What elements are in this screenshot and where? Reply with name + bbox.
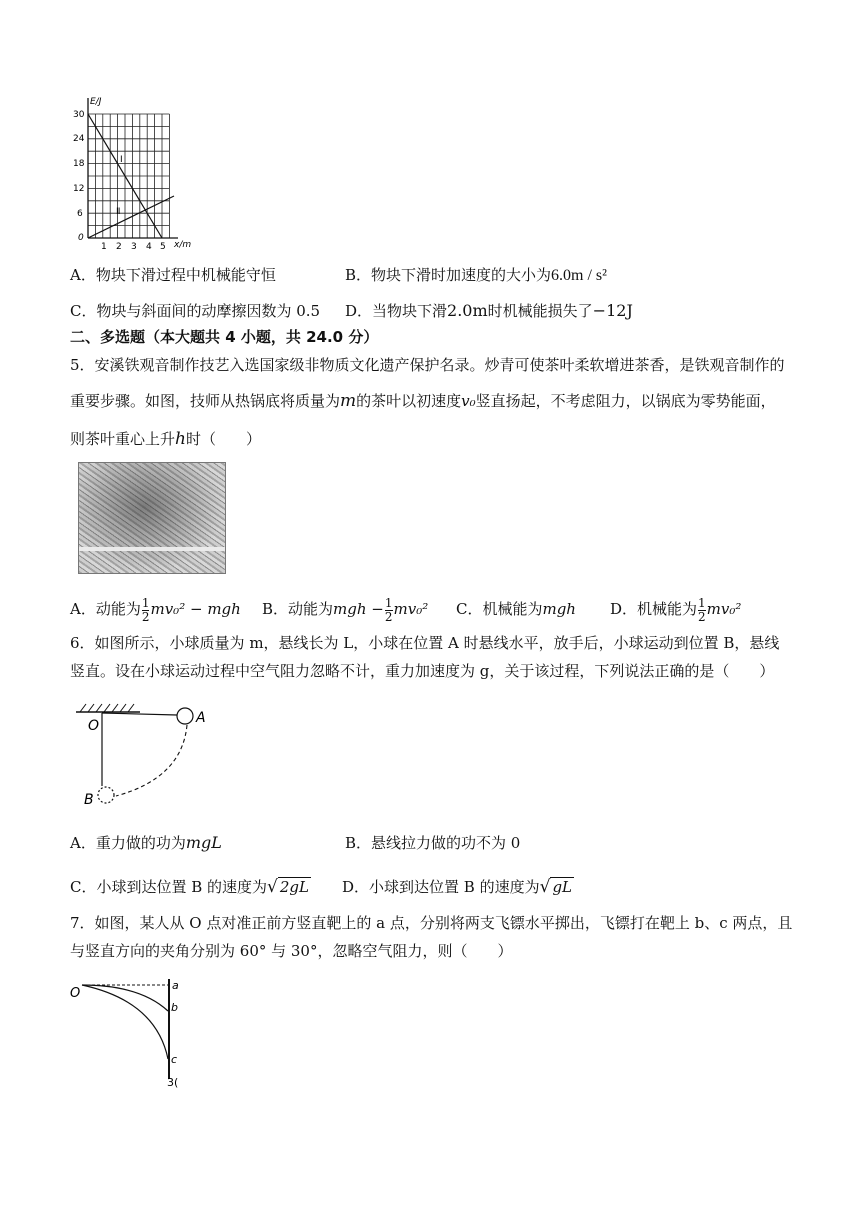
q5-stem-line2 (70, 390, 776, 412)
y-tick: 12 (73, 184, 85, 194)
x-axis-label: x/m (174, 240, 192, 250)
q6-option-a[interactable] (70, 832, 222, 854)
q5-velocity-symbol: v₀ (461, 392, 476, 410)
q6-option-d-radicand: gL (552, 878, 573, 896)
half-fraction: $\frac{1}{2}$ (141, 595, 150, 624)
label-o: O (70, 986, 81, 1001)
string-horizontal (102, 713, 177, 715)
q4-option-d[interactable] (345, 300, 633, 322)
q5-option-c[interactable] (456, 594, 576, 624)
swing-path (116, 725, 187, 796)
q5-option-b-expr2: mv₀² (393, 600, 429, 618)
q4-option-a[interactable]: A．物块下滑过程中机械能守恒 (70, 266, 276, 284)
label-c: c (171, 1053, 178, 1066)
q5-text: 的茶叶以初速度 (356, 392, 462, 410)
q6-option-c-radicand: 2gL (279, 878, 309, 896)
label-b: B (84, 792, 94, 808)
q5-text: 则茶叶重心上升 (70, 430, 176, 448)
label-b: b (171, 1001, 178, 1014)
label-a: A (196, 710, 206, 726)
label-o: O (88, 718, 100, 734)
q5-option-c-text: C．机械能为 (456, 600, 543, 618)
q6-stem-line1: 6．如图所示，小球质量为 m，悬线长为 L，小球在位置 A 时悬线水平，放手后，小球运动到位置 B，悬线 (70, 634, 780, 652)
ceiling-hatch (80, 704, 134, 712)
section-heading-multiple-choice: 二、多选题（本大题共 4 小题，共 24.0 分） (70, 328, 379, 346)
q6-option-c[interactable] (70, 876, 311, 898)
q4-option-d-distance: 2.0m (447, 301, 488, 320)
tea-photo (78, 462, 226, 574)
q6-option-d[interactable] (342, 876, 574, 898)
x-tick: 3 (131, 242, 137, 252)
x-tick: 2 (116, 242, 122, 252)
origin-label: 0 (78, 233, 84, 243)
q5-stem-line1: 5．安溪铁观音制作技艺入选国家级非物质文化遗产保护名录。炒青可使茶叶柔软增进茶香，是铁观音制作的 (70, 356, 785, 374)
line-I-label: Ⅰ (120, 155, 123, 165)
trajectory-b (82, 985, 168, 1011)
q5-option-a-text: A．动能为 (70, 600, 141, 618)
q5-option-d[interactable] (610, 594, 741, 624)
q5-text: 竖直扬起，不考虑阻力，以锅底为零势能面， (475, 392, 776, 410)
graph-grid (88, 114, 169, 238)
q7-stem-line1: 7．如图，某人从 O 点对准正前方竖直靶上的 a 点，分别将两支飞镖水平掷出，飞镖打在靶上 b、c 两点，且 (70, 914, 793, 932)
line-II (88, 196, 174, 238)
q5-option-d-expr: mv₀² (706, 600, 742, 618)
sqrt-sign: √ (539, 877, 551, 897)
q5-option-a-expr: mv₀² − mgh (150, 600, 241, 618)
pendulum-diagram (70, 698, 230, 813)
y-tick: 24 (73, 134, 85, 144)
q5-option-c-expr: mgh (542, 600, 576, 618)
q4-option-b-text: B．物块下滑时加速度的大小为 (345, 266, 552, 284)
tea-photo-texture (79, 463, 225, 573)
energy-position-graph (70, 92, 210, 252)
q6-option-a-text: A．重力做的功为 (70, 834, 186, 852)
label-a: a (172, 979, 179, 992)
x-tick: 1 (101, 242, 107, 252)
ball-a (177, 708, 193, 724)
y-tick: 30 (73, 110, 85, 120)
dart-diagram (70, 975, 200, 1090)
q5-text: 重要步骤。如图，技师从热锅底将质量为 (70, 392, 341, 410)
y-axis-label: E/J (90, 97, 102, 107)
q4-option-d-text-mid: 时机械能损失了 (487, 302, 593, 320)
q5-option-a[interactable] (70, 594, 241, 624)
label-angle-30: 3( (167, 1076, 179, 1089)
q5-text: 时（ ） (185, 430, 261, 448)
q6-option-d-text: D．小球到达位置 B 的速度为 (342, 878, 540, 896)
q4-option-b-value: 6.0m / s² (551, 267, 607, 284)
trajectory-c (82, 985, 168, 1059)
tea-photo-wok-edge (79, 547, 225, 551)
q5-mass-symbol: m (340, 391, 357, 411)
q4-option-b[interactable] (345, 264, 607, 287)
q4-option-c[interactable]: C．物块与斜面间的动摩擦因数为 0.5 (70, 302, 321, 320)
y-tick: 18 (73, 159, 85, 169)
q6-option-a-expr: mgL (185, 833, 222, 852)
half-fraction: $\frac{1}{2}$ (698, 595, 706, 624)
y-tick: 6 (77, 209, 83, 219)
q5-option-d-text: D．机械能为 (610, 600, 698, 618)
q6-option-c-text: C．小球到达位置 B 的速度为 (70, 878, 268, 896)
line-II-label: Ⅱ (116, 207, 121, 217)
q4-option-d-text: D．当物块下滑 (345, 302, 448, 320)
q4-option-d-energy: −12J (592, 301, 633, 320)
q6-option-b[interactable]: B．悬线拉力做的功不为 0 (345, 834, 521, 852)
half-fraction: $\frac{1}{2}$ (384, 595, 393, 624)
x-tick: 4 (146, 242, 152, 252)
q5-option-b-expr: mgh − (333, 600, 384, 618)
q5-option-b-text: B．动能为 (262, 600, 334, 618)
x-tick: 5 (160, 242, 166, 252)
q7-stem-line2: 与竖直方向的夹角分别为 60° 与 30°，忽略空气阻力，则（ ） (70, 942, 513, 960)
q6-stem-line2: 竖直。设在小球运动过程中空气阻力忽略不计，重力加速度为 g，关于该过程，下列说法正确的是（ ） (70, 662, 775, 680)
q5-height-symbol: h (175, 429, 186, 449)
q5-option-b[interactable] (262, 594, 428, 624)
q5-stem-line3 (70, 428, 261, 450)
ball-b (98, 787, 114, 803)
sqrt-sign: √ (267, 877, 278, 897)
